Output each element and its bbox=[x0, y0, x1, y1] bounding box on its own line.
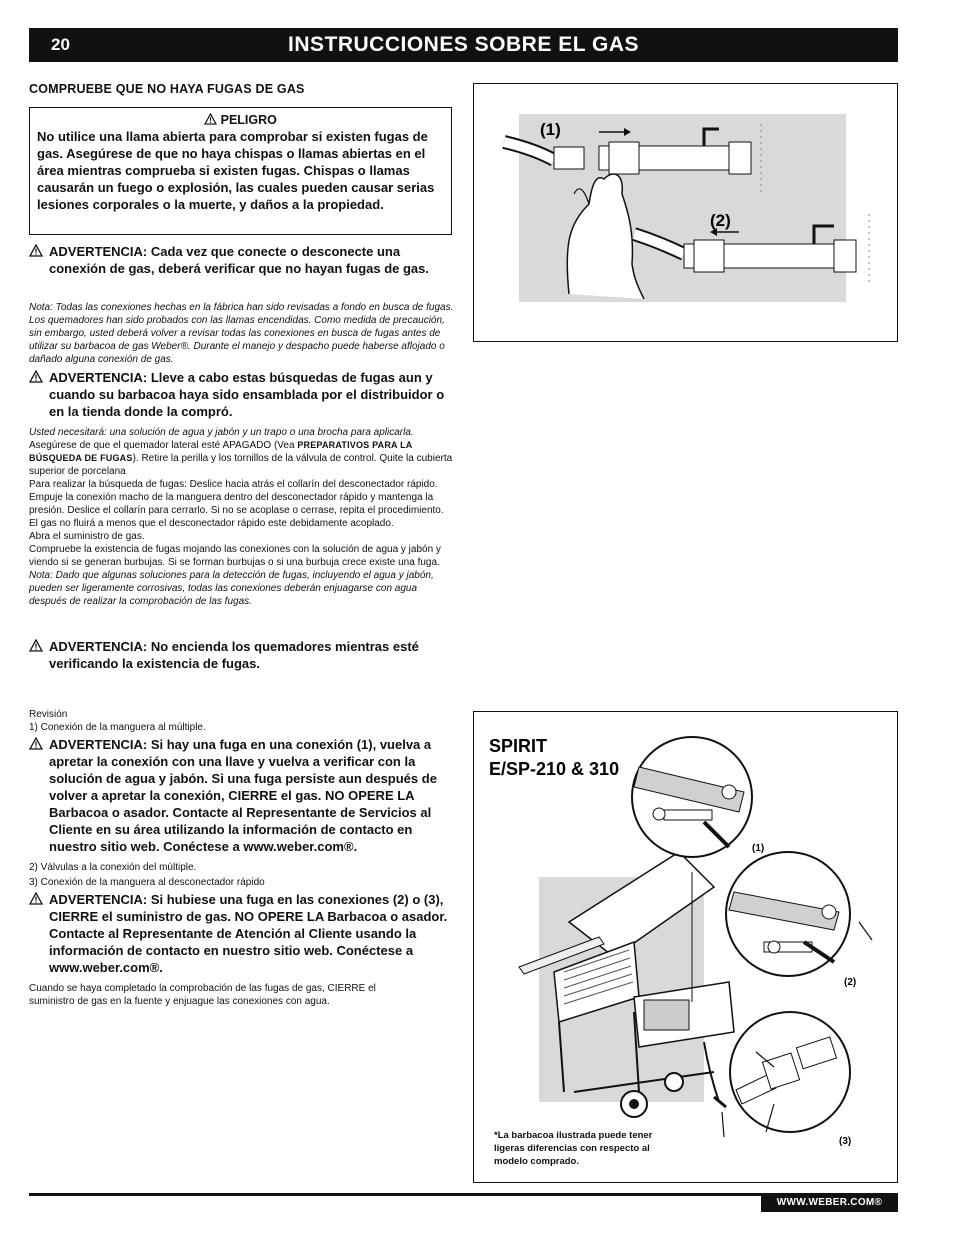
warning-triangle-icon bbox=[29, 892, 43, 905]
closing-note: Cuando se haya completado la comprobación de las fugas de gas, CIERRE el suministro de gas en la fuente y enjuague las conexiones con agua. bbox=[29, 983, 376, 1007]
warning-no-burners-text: ADVERTENCIA: No encienda los quemadores mientras esté verificando la existencia de fugas. bbox=[49, 639, 419, 671]
warning-leak-2-3 bbox=[29, 891, 454, 976]
step-check-bubbles: Compruebe la existencia de fugas mojando las conexiones con la solución de agua y jabón y viendo si se generan burbujas. Si se forman burbujas o si una burbuja crece existe una fuga. bbox=[29, 544, 441, 568]
warning-triangle-icon bbox=[29, 639, 43, 652]
warning-assembled-text: ADVERTENCIA: Lleve a cabo estas búsquedas de fugas aun y cuando su barbacoa haya sido ensamblada por el distribuidor o en la tienda donde la compró. bbox=[49, 370, 445, 419]
revision-label: Revisión bbox=[29, 709, 68, 720]
warning-assembled bbox=[29, 369, 454, 420]
factory-note: Nota: Todas las conexiones hechas en la fábrica han sido revisadas a fondo en busca de fugas. Los quemadores han sido probados con las llamas encendidas. Como medida de precaución, sin embargo, usted deberá volver a revisar todas las conexiones en busca de fugas antes de utilizar su barbacoa de gas Weber®. Durante el manejo y despacho puede haberse aflojado o dañado alguna conexión de gas. bbox=[29, 302, 454, 365]
step-side-burner-pre: Asegúrese de que el quemador lateral esté APAGADO (Vea bbox=[29, 440, 298, 451]
warning-connect-text: ADVERTENCIA: Cada vez que conecte o desconecte una conexión de gas, deberá verificar que no hayan fugas de gas. bbox=[49, 244, 430, 276]
revision-item-2: 2) Válvulas a la conexión del múltiple. bbox=[29, 862, 197, 873]
callout-2: (2) bbox=[844, 977, 857, 988]
danger-title: PELIGRO bbox=[220, 113, 277, 127]
page-header bbox=[29, 28, 898, 62]
warning-no-burners bbox=[29, 638, 454, 672]
page-number: 20 bbox=[51, 35, 70, 54]
warning-leak-1-text: ADVERTENCIA: Si hay una fuga en una conexión (1), vuelva a apretar la conexión con una llave y vuelva a verificar con la solución de agua y jabón. Si una fuga persiste aun después de volver a apretar la conexión, CIERRE el gas. NO OPERE LA Barbacoa o asador. Contacte al Representante de Servicios al Cliente en su área utilizando la información de contacto en nuestro sitio web. Conéctese a www.weber.com®. bbox=[49, 737, 437, 854]
grill-illustration bbox=[474, 712, 897, 1182]
figure-footnote: *La barbacoa ilustrada puede tener ligeras diferencias con respecto al modelo comprado. bbox=[494, 1130, 653, 1167]
callout-3: (3) bbox=[839, 1136, 852, 1147]
warning-triangle-icon bbox=[29, 370, 43, 383]
callout-1: (1) bbox=[752, 843, 765, 854]
section-heading: COMPRUEBE QUE NO HAYA FUGAS DE GAS bbox=[29, 82, 305, 96]
danger-text: No utilice una llama abierta para comprobar si existen fugas de gas. Asegúrese de que no haya chispas o llamas abiertas en el área mientras comprueba si existen fugas. Chispas o llamas causarán un fuego o explosión, las cuales pueden causar serias lesiones corporales o la muerte, y daños a la propiedad. bbox=[37, 129, 435, 212]
danger-box bbox=[29, 107, 452, 235]
danger-title-row bbox=[37, 112, 444, 128]
step-quick-disconnect: Para realizar la búsqueda de fugas: Deslice hacia atrás el collarín del desconectador rápido. Empuje la conexión macho de la manguera dentro del desconectador rápido y mantenga la presión. Deslice el collarín para cerrarlo. Si no se acoplase o cerrase, repita el procedimiento. El gas no fluirá a menos que el desconectador rápido este debidamente acoplado. bbox=[29, 479, 444, 529]
warning-leak-2-3-text: ADVERTENCIA: Si hubiese una fuga en las conexiones (2) o (3), CIERRE el suministro de gas. NO OPERE LA Barbacoa o asador. Contacte al Representante de Atención al Cliente usando la información de contacto en nuestro sitio web. Conéctese a www.weber.com®. bbox=[49, 892, 448, 975]
warning-triangle-icon bbox=[29, 737, 43, 750]
page-title: INSTRUCCIONES SOBRE EL GAS bbox=[288, 33, 639, 56]
hose-connection-figure bbox=[473, 83, 898, 342]
warning-connect bbox=[29, 243, 454, 277]
revision-item-3: 3) Conexión de la manguera al desconectador rápido bbox=[29, 877, 265, 888]
revision-item-1: 1) Conexión de la manguera al múltiple. bbox=[29, 722, 206, 733]
model-line-1: SPIRIT bbox=[489, 736, 548, 756]
figure1-label-1: (1) bbox=[540, 120, 561, 139]
corrosion-note: Nota: Dado que algunas soluciones para la detección de fugas, incluyendo el agua y jabón, pueden ser ligeramente corrosivas, todas las conexiones deberán enjuagarse con agua después de realizar la comprobación de las fugas. bbox=[29, 570, 434, 607]
hose-connection-illustration bbox=[474, 84, 897, 341]
needs-text: Usted necesitará: una solución de agua y jabón y un trapo o una brocha para aplicarla. bbox=[29, 427, 414, 438]
instructions-block bbox=[29, 426, 454, 608]
grill-figure bbox=[473, 711, 898, 1183]
warning-triangle-icon bbox=[29, 244, 43, 257]
warning-triangle-icon bbox=[204, 113, 217, 125]
warning-leak-1 bbox=[29, 736, 454, 855]
step-open-gas: Abra el suministro de gas. bbox=[29, 531, 145, 542]
footer-url[interactable]: WWW.WEBER.COM® bbox=[761, 1194, 898, 1212]
step-side-burner-post: ). Retire la perilla y los tornillos de la válvula de control. Quite la cubierta superior de porcelana bbox=[29, 453, 453, 477]
step-side-burner bbox=[29, 439, 454, 478]
leak-prep-reference: PREPARATIVOS PARA LA BÚSQUEDA DE FUGAS bbox=[29, 440, 413, 463]
figure1-label-2: (2) bbox=[710, 211, 731, 230]
model-line-2: E/SP-210 & 310 bbox=[489, 759, 620, 779]
